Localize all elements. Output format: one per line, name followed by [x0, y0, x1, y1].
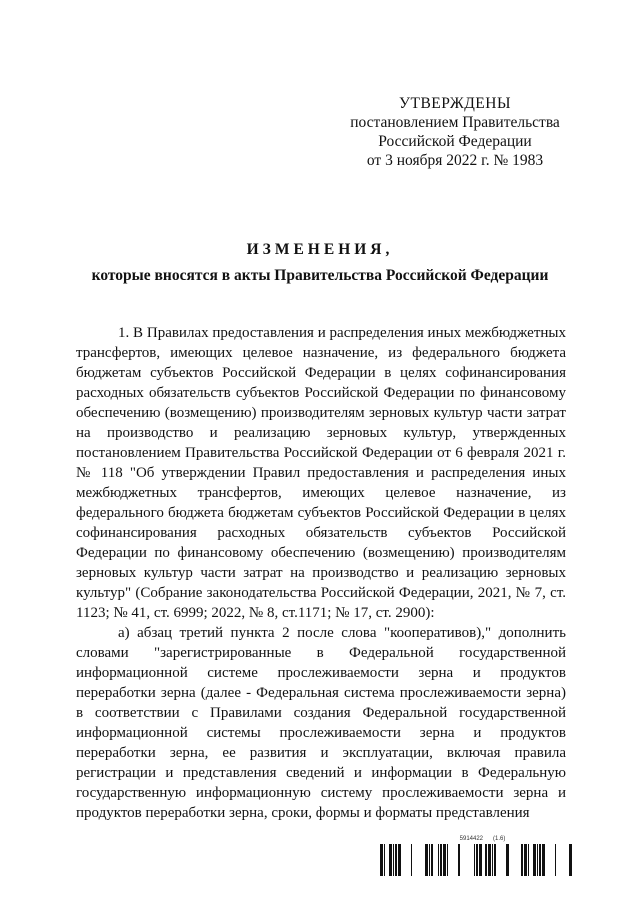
- paragraph: а) абзац третий пункта 2 после слова "кооперативов)," дополнить словами "зарегистрированные в Федеральной государственной информационной системе прослеживаемости зерна и продуктов переработки зерна (далее - Федеральная система прослеживаемости зерна) в соответствии с Правилами создания Федеральной государственной информационной системы прослеживаемости зерна и продуктов переработки зерна, ее развития и эксплуатации, включая правила регистрации и представления сведений и информации в Федеральную государственную информационную систему прослеживаемости зерна и продуктов переработки зерна, сроки, формы и форматы представления: [76, 625, 566, 821]
- paragraph: 1. В Правилах предоставления и распределения иных межбюджетных трансфертов, имеющих целевое назначение, из федерального бюджета бюджетам субъектов Российской Федерации в целях софинансирования расходных обязательств субъектов Российской Федерации по финансовому обеспечению (возмещению) производителям зерновых культур части затрат на производство и реализацию зерновых культур, утвержденных постановлением Правительства Российской Федерации от 6 февраля 2021 г. № 118 "Об утверждении Правил предоставления и распределения иных межбюджетных трансфертов, имеющих целевое назначение, из федерального бюджета бюджетам субъектов Российской Федерации в целях софинансирования расходных обязательств субъектов Российской Федерации по финансовому обеспечению (возмещению) производителям зерновых культур части затрат на производство и реализацию зерновых культур" (Собрание законодательства Российской Федерации, 2021, № 7, ст. 1123; № 41, ст. 6999; 2022, № 8, ст.1171; № 17, ст. 2900):: [76, 325, 566, 621]
- approval-heading: УТВЕРЖДЕНЫ: [399, 95, 511, 112]
- barcode: [380, 836, 575, 881]
- document-subtitle: которые вносятся в акты Правительства Российской Федерации: [91, 267, 549, 284]
- approval-date: от 3 ноября 2022 г. № 1983: [366, 152, 544, 169]
- approval-line: Российской Федерации: [378, 133, 532, 150]
- approval-line: постановлением Правительства: [350, 114, 560, 131]
- document-title: ИЗМЕНЕНИЯ,: [246, 241, 394, 258]
- approval-stamp: [330, 94, 580, 170]
- barcode-number: 5914422 (1.6): [459, 836, 506, 842]
- barcode-icon: [380, 844, 575, 876]
- document-body: [76, 323, 566, 823]
